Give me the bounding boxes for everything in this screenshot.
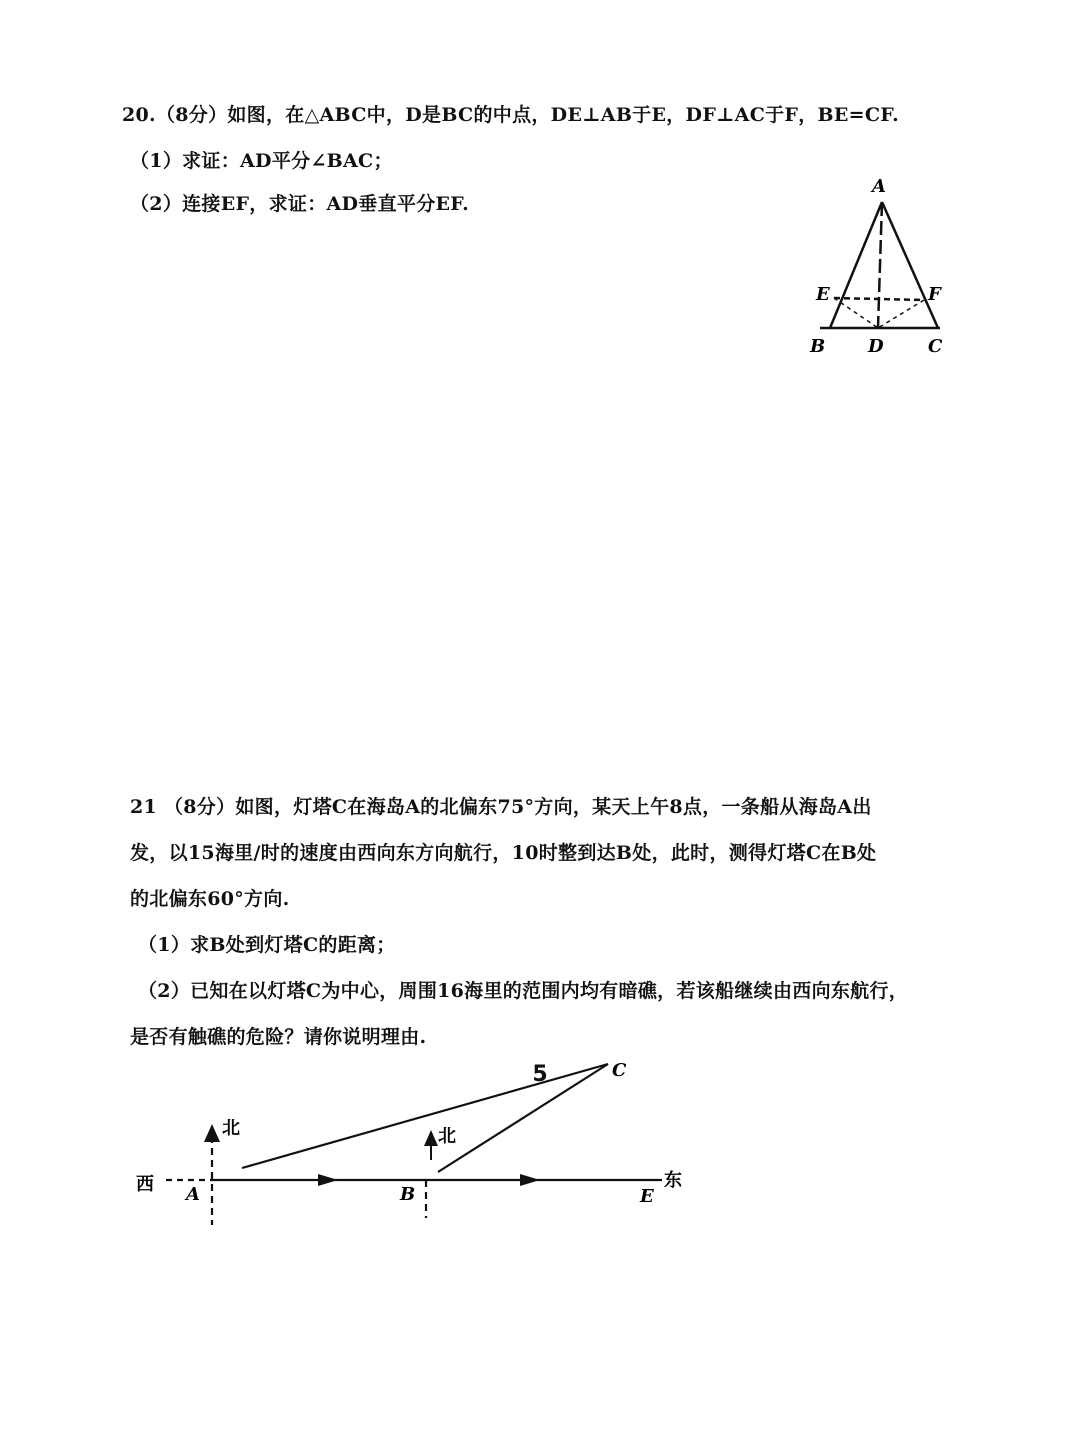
q20-part1: （1）求证：AD平分∠BAC；	[130, 150, 393, 172]
q21-stem-line2: 发，以15海里/时的速度由西向东方向航行，10时整到达B处，此时，测得灯塔C在B处	[130, 842, 877, 864]
q20-part2: （2）连接EF，求证：AD垂直平分EF.	[130, 193, 470, 215]
label-f: F	[928, 284, 941, 305]
label-e: E	[816, 284, 830, 305]
label-west: 西	[136, 1174, 154, 1195]
north-arrow-b	[424, 1130, 438, 1146]
q21-part2-line1: （2）已知在以灯塔C为中心，周围16海里的范围内均有暗礁，若该船继续由西向东航行，	[138, 980, 909, 1002]
label-east: 东	[664, 1170, 682, 1191]
label-c: C	[928, 336, 943, 357]
side-ab	[830, 202, 882, 328]
label-b: B	[400, 1184, 416, 1205]
label-north-a: 北	[222, 1118, 240, 1139]
q21-stem-line1: 21 （8分）如图，灯塔C在海岛A的北偏东75°方向，某天上午8点，一条船从海岛A出	[130, 796, 872, 818]
q21-stem-line3: 的北偏东60°方向.	[130, 888, 290, 910]
segment-ef	[834, 298, 924, 300]
q20-stem: 20.（8分）如图，在△ABC中，D是BC的中点，DE⊥AB于E，DF⊥AC于F，BE=CF.	[122, 104, 900, 126]
triangle-figure	[800, 170, 970, 370]
north-arrow-a	[204, 1124, 220, 1142]
segment-ad	[878, 202, 882, 328]
label-c: C	[612, 1060, 627, 1081]
q21-part2-line2: 是否有触礁的危险？请你说明理由.	[130, 1026, 427, 1048]
label-e: E	[640, 1186, 654, 1207]
label-d: D	[868, 336, 884, 357]
q21-part1: （1）求B处到灯塔C的距离；	[138, 934, 396, 956]
segment-df	[878, 300, 924, 328]
label-b: B	[810, 336, 826, 357]
label-north-b: 北	[438, 1126, 456, 1147]
label-a: A	[186, 1184, 200, 1205]
route-arrow-2	[520, 1174, 540, 1186]
page-number: 5	[532, 1062, 548, 1087]
label-a: A	[872, 176, 886, 197]
route-arrow-1	[318, 1174, 338, 1186]
